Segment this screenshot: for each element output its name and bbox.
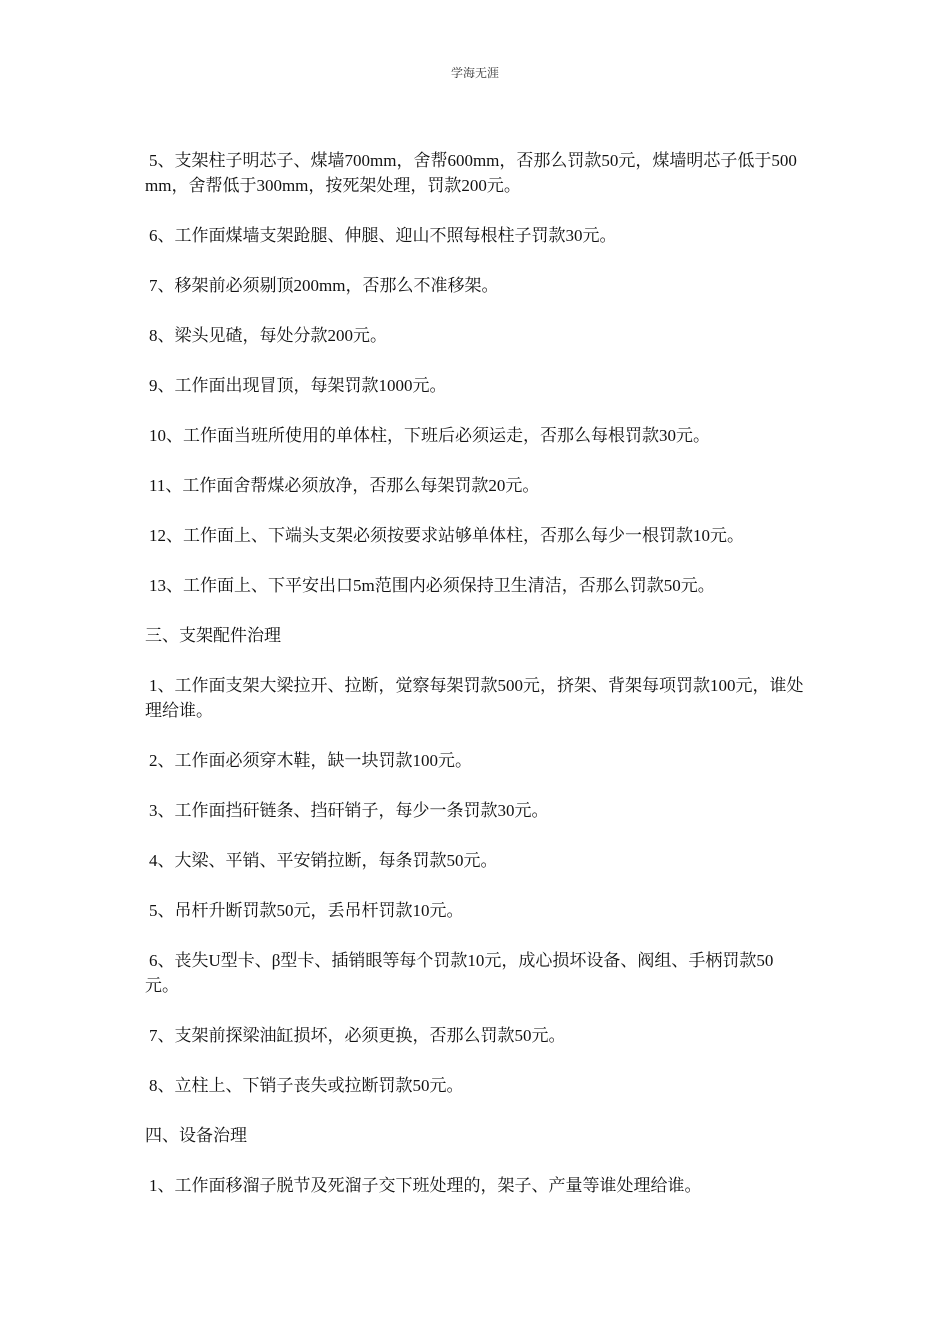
paragraph-equipment-item-1-conveyor: 1、工作面移溜子脱节及死溜子交下班处理的，架子、产量等谁处理给谁。 [149,1176,702,1195]
document-body [145,148,805,1223]
paragraph-item-5-support-core: 5、支架柱子明芯子、煤墙700mm，舍帮600mm，否那么罚款50元，煤墙明芯子低于500mm，舍帮低于300mm，按死架处理，罚款200元。 [145,151,797,195]
paragraph-item-12-end-support: 12、工作面上、下端头支架必须按要求站够单体柱，否那么每少一根罚款10元。 [149,526,744,545]
paragraph-parts-item-1-beam: 1、工作面支架大梁拉开、拉断，觉察每架罚款500元，挤架、背架每项罚款100元，谁处理给谁。 [145,676,804,720]
paragraph-parts-item-3-gangue-chain: 3、工作面挡矸链条、挡矸销子，每少一条罚款30元。 [149,801,549,820]
paragraph-item-13-safety-exit: 13、工作面上、下平安出口5m范围内必须保持卫生清洁，否那么罚款50元。 [149,576,715,595]
paragraph-item-8-beam-end: 8、梁头见碴，每处分款200元。 [149,326,387,345]
paragraph-item-7-roof-trim: 7、移架前必须剔顶200mm，否那么不准移架。 [149,276,499,295]
paragraph-item-10-single-prop: 10、工作面当班所使用的单体柱，下班后必须运走，否那么每根罚款30元。 [149,426,710,445]
paragraph-parts-item-8-column-pins: 8、立柱上、下销子丧失或拉断罚款50元。 [149,1076,464,1095]
paragraph-item-11-side-coal: 11、工作面舍帮煤必须放净，否那么每架罚款20元。 [149,476,540,495]
paragraph-item-6-leg-angle: 6、工作面煤墙支架跄腿、伸腿、迎山不照每根柱子罚款30元。 [149,226,617,245]
paragraph-parts-item-7-cylinder: 7、支架前探梁油缸损坏，必须更换，否那么罚款50元。 [149,1026,566,1045]
section-heading-support-parts: 三、支架配件治理 [145,626,281,645]
paragraph-parts-item-4-pins: 4、大梁、平销、平安销拉断，每条罚款50元。 [149,851,498,870]
paragraph-item-9-roof-fall: 9、工作面出现冒顶，每架罚款1000元。 [149,376,447,395]
page-header: 学海无涯 [450,66,499,80]
paragraph-parts-item-6-clips: 6、丧失U型卡、β型卡、插销眼等每个罚款10元，成心损坏设备、阀组、手柄罚款50元。 [145,951,774,995]
paragraph-parts-item-5-hanger: 5、吊杆升断罚款50元，丢吊杆罚款10元。 [149,901,464,920]
section-heading-equipment: 四、设备治理 [145,1126,247,1145]
paragraph-parts-item-2-wood-shoes: 2、工作面必须穿木鞋，缺一块罚款100元。 [149,751,472,770]
